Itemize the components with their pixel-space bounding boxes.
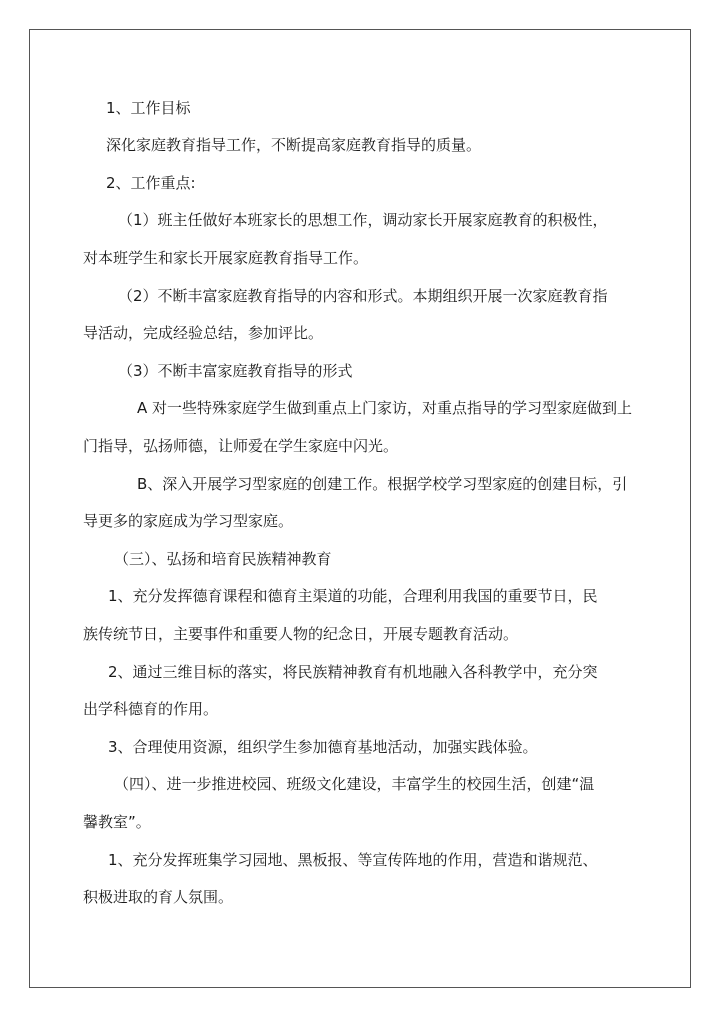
item-b-line-1: B、深入开展学习型家庭的创建工作。根据学校学习型家庭的创建目标，引 bbox=[137, 475, 628, 493]
item-a-line-2: 门指导，弘扬师德，让师爱在学生家庭中闪光。 bbox=[83, 437, 399, 455]
section-three-item-2-line-2: 出学科德育的作用。 bbox=[83, 700, 219, 718]
paragraph-work-goal: 深化家庭教育指导工作，不断提高家庭教育指导的质量。 bbox=[106, 136, 482, 154]
item-a-line-1: A 对一些特殊家庭学生做到重点上门家访，对重点指导的学习型家庭做到上 bbox=[137, 399, 633, 417]
section-four-item-1-line-1: 1、充分发挥班集学习园地、黑板报、等宣传阵地的作用，营造和谐规范、 bbox=[108, 851, 598, 869]
section-three-heading: （三）、弘扬和培育民族精神教育 bbox=[114, 550, 332, 568]
heading-work-focus: 2、工作重点: bbox=[106, 174, 196, 192]
section-four-item-1-line-2: 积极进取的育人氛围。 bbox=[83, 888, 234, 906]
section-three-item-2-line-1: 2、通过三维目标的落实，将民族精神教育有机地融入各科教学中，充分突 bbox=[108, 663, 598, 681]
item-3-line-1: （3）不断丰富家庭教育指导的形式 bbox=[118, 362, 353, 380]
section-four-heading-line-1: （四）、进一步推进校园、班级文化建设，丰富学生的校园生活，创建“温 bbox=[114, 775, 595, 793]
item-1-line-2: 对本班学生和家长开展家庭教育指导工作。 bbox=[83, 249, 369, 267]
section-three-item-1-line-1: 1、充分发挥德育课程和德育主渠道的功能，合理利用我国的重要节日，民 bbox=[108, 587, 598, 605]
heading-work-goal: 1、工作目标 bbox=[106, 99, 191, 117]
section-three-item-3: 3、合理使用资源，组织学生参加德育基地活动，加强实践体验。 bbox=[108, 738, 538, 756]
item-1-line-1: （1）班主任做好本班家长的思想工作，调动家长开展家庭教育的积极性， bbox=[118, 211, 608, 229]
item-b-line-2: 导更多的家庭成为学习型家庭。 bbox=[83, 512, 294, 530]
item-2-line-2: 导活动，完成经验总结，参加评比。 bbox=[83, 324, 324, 342]
section-three-item-1-line-2: 族传统节日，主要事件和重要人物的纪念日，开展专题教育活动。 bbox=[83, 625, 519, 643]
item-2-line-1: （2）不断丰富家庭教育指导的内容和形式。本期组织开展一次家庭教育指 bbox=[118, 287, 608, 305]
section-four-heading-line-2: 馨教室”。 bbox=[83, 813, 151, 831]
